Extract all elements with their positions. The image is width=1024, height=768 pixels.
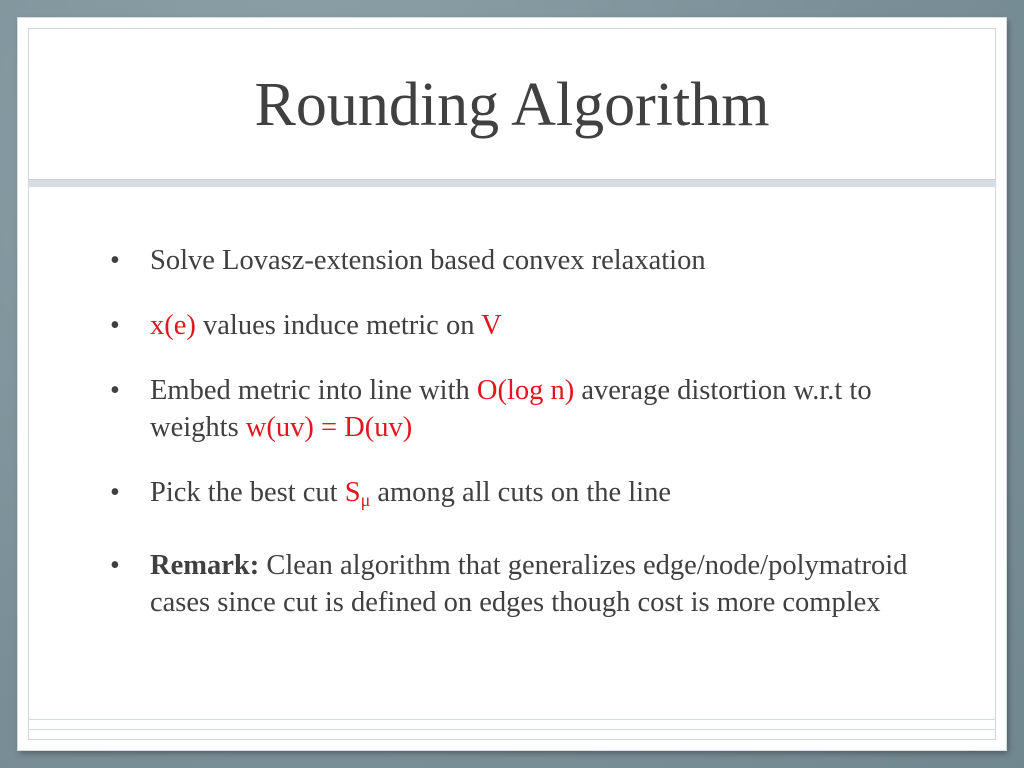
highlighted-text: O(log n)	[476, 375, 575, 406]
highlighted-text: S	[344, 477, 361, 508]
bullet-item	[108, 372, 908, 446]
bullet-marker: •	[110, 550, 120, 581]
bullet-marker: •	[110, 477, 120, 508]
text-span: Embed metric into line with	[150, 375, 477, 406]
emphasis-label: Remark:	[150, 550, 260, 581]
title-band	[28, 28, 996, 178]
highlighted-text: w(uv) = D(uv)	[245, 412, 413, 443]
highlighted-text: V	[481, 310, 502, 341]
bullet-list	[108, 242, 908, 649]
slide	[18, 18, 1006, 750]
bullet-text	[150, 375, 872, 443]
bullet-text	[150, 245, 706, 276]
bullet-marker: •	[110, 310, 120, 341]
text-span: Clean algorithm that generalizes edge/node/polymatroid cases since cut is defined on edges though cost is more complex	[150, 550, 908, 618]
text-span: Solve Lovasz-extension based convex relaxation	[150, 245, 706, 276]
text-span: values induce metric on	[195, 310, 482, 341]
bullet-item	[108, 547, 908, 621]
text-span: average distortion w.r.t to weights	[150, 375, 872, 443]
bullet-marker: •	[110, 245, 120, 276]
bullet-text	[150, 477, 671, 508]
bullet-item	[108, 242, 908, 279]
bullet-marker: •	[110, 375, 120, 406]
bullet-text	[150, 310, 502, 341]
highlighted-text: x(e)	[150, 310, 196, 341]
bullet-item	[108, 474, 908, 519]
text-span: Pick the best cut	[150, 477, 345, 508]
footer-divider	[28, 719, 996, 730]
bullet-text	[150, 550, 907, 618]
slide-title: Rounding Algorithm	[254, 71, 770, 139]
subscript-text: μ	[360, 490, 371, 510]
title-divider	[28, 179, 996, 187]
text-span: among all cuts on the line	[370, 477, 672, 508]
bullet-item	[108, 307, 908, 344]
